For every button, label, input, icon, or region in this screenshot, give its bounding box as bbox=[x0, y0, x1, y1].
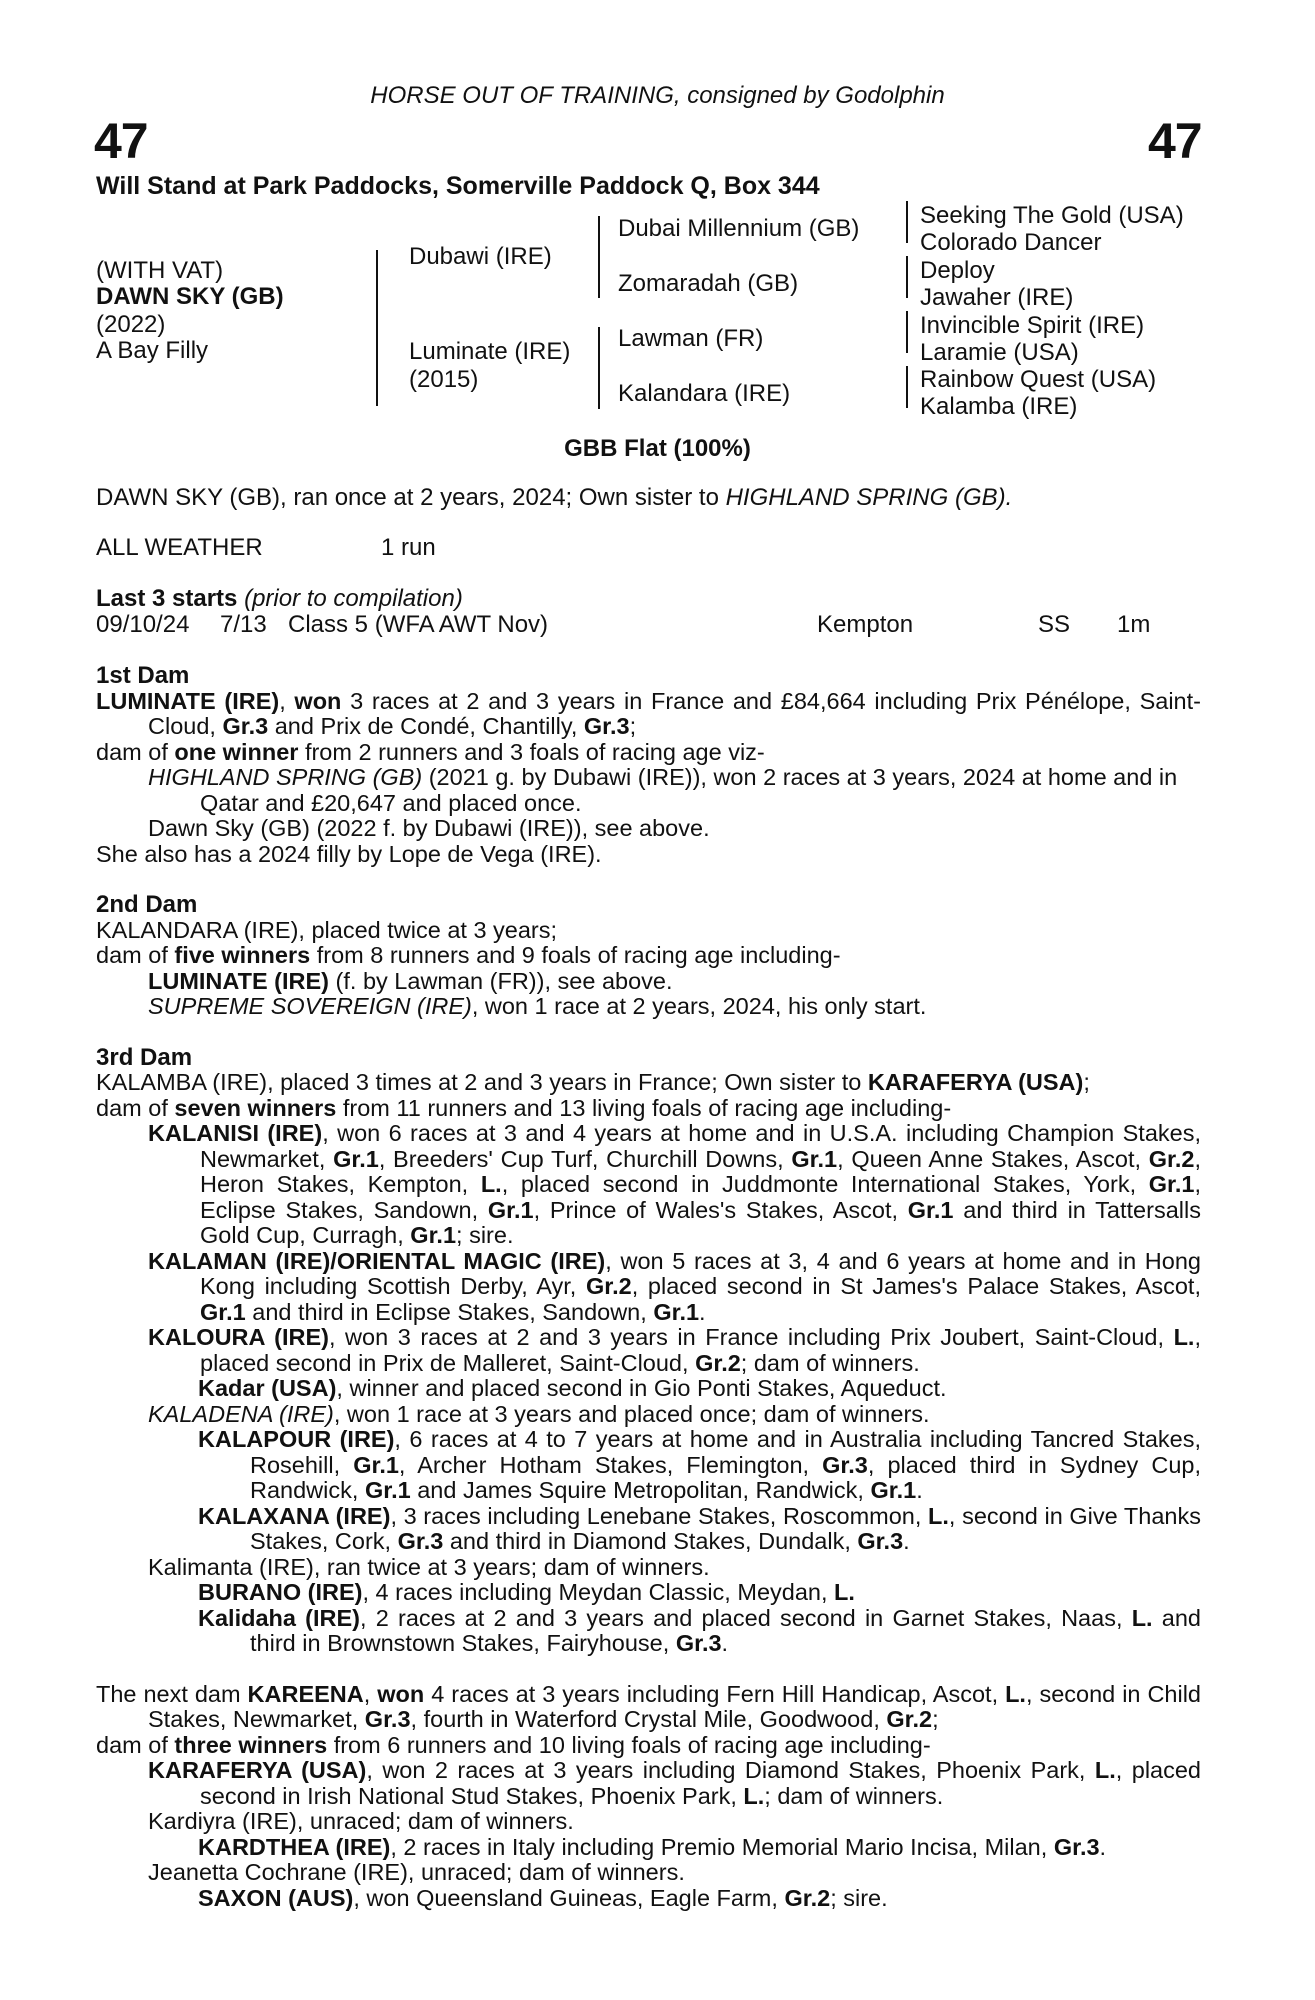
next-dam-record: The next dam KAREENA, won 4 races at 3 years including Fern Hill Handicap, Ascot, L., second in Child Stakes, Newmarket, Gr.3, fourth in Waterford Crystal Mile, Goodwood, Gr.2; bbox=[96, 1680, 1201, 1732]
race-going: SS bbox=[1038, 611, 1071, 638]
gbb-label: GBB Flat (100%) bbox=[564, 435, 751, 462]
pedigree-sss: Seeking The Gold (USA) bbox=[920, 202, 1184, 229]
pedigree-sdd: Jawaher (IRE) bbox=[920, 284, 1074, 311]
pedigree-dds: Rainbow Quest (USA) bbox=[920, 366, 1157, 393]
pedigree-ds: Lawman (FR) bbox=[618, 325, 764, 352]
progeny-kalanisi: KALANISI (IRE), won 6 races at 3 and 4 years at home and in U.S.A. including Champion Stakes, Newmarket, Gr.1, Breeders' Cup Turf, Churchill Downs, Gr.1, Queen Anne Stakes, Ascot, Gr.2, Heron Stakes, Kempton, L., placed second in Juddmonte International Stakes, York, Gr.1, Eclipse Stakes, Sandown, Gr.1, Prince of Wales's Stakes, Ascot, Gr.1 and third in Tattersalls Gold Cup, Curragh, Gr.1; sire. bbox=[148, 1120, 1201, 1248]
family-body bbox=[96, 663, 1201, 1911]
pedigree-ss: Dubai Millennium (GB) bbox=[618, 215, 860, 242]
progeny-burano: BURANO (IRE), 4 races including Meydan Classic, Meydan, L. bbox=[198, 1579, 855, 1605]
progeny-karaferya: KARAFERYA (USA), won 2 races at 3 years including Diamond Stakes, Phoenix Park, L., placed second in Irish National Stud Stakes, Phoenix Park, L.; dam of winners. bbox=[148, 1757, 1201, 1809]
pedigree-dam-year: (2015) bbox=[409, 366, 479, 393]
progeny-luminate: LUMINATE (IRE) (f. by Lawman (FR)), see above. bbox=[148, 967, 673, 994]
second-dam-record: KALANDARA (IRE), placed twice at 3 years; bbox=[96, 916, 558, 943]
third-dam-record: KALAMBA (IRE), placed 3 times at 2 and 3 years in France; Own sister to KARAFERYA (USA); bbox=[96, 1069, 1090, 1095]
pedigree-sds: Deploy bbox=[920, 257, 995, 284]
pedigree-dam: Luminate (IRE) bbox=[409, 338, 571, 365]
progeny-kalidaha: Kalidaha (IRE), 2 races at 2 and 3 years and placed second in Garnet Stakes, Naas, L. and third in Brownstown Stakes, Fairyhouse, Gr.3. bbox=[198, 1604, 1201, 1656]
progeny-jeanetta-cochrane: Jeanetta Cochrane (IRE), unraced; dam of winners. bbox=[148, 1859, 685, 1885]
lot-number-left: 47 bbox=[94, 113, 148, 169]
next-dam-produce-line: dam of three winners from 6 runners and 10 living foals of racing age including- bbox=[96, 1731, 931, 1758]
progeny-kardthea: KARDTHEA (IRE), 2 races in Italy including Premio Memorial Mario Incisa, Milan, Gr.3. bbox=[198, 1833, 1107, 1860]
progeny-kaladena: KALADENA (IRE), won 1 race at 3 years and placed once; dam of winners. bbox=[148, 1400, 930, 1427]
pedigree-brace-dam bbox=[598, 327, 600, 409]
progeny-supreme-sovereign: SUPREME SOVEREIGN (IRE), won 1 race at 2 years, 2024, his only start. bbox=[148, 993, 927, 1019]
progeny-kaloura: KALOURA (IRE), won 3 races at 2 and 3 years in France including Prix Joubert, Saint-Cloud, L., placed second in Prix de Malleret, Saint-Cloud, Gr.2; dam of winners. bbox=[148, 1324, 1201, 1376]
vat-label: (WITH VAT) bbox=[96, 257, 224, 284]
third-dam-produce-line: dam of seven winners from 11 runners and 13 living foals of racing age including- bbox=[96, 1094, 952, 1121]
stand-location: Will Stand at Park Paddocks, Somerville Paddock Q, Box 344 bbox=[96, 172, 820, 200]
race-position: 7/13 bbox=[220, 611, 267, 638]
horse-description: A Bay Filly bbox=[96, 337, 209, 364]
all-weather-label: ALL WEATHER bbox=[96, 534, 263, 561]
second-dam-produce-line: dam of five winners from 8 runners and 9 foals of racing age including- bbox=[96, 942, 841, 968]
pedigree-dss: Invincible Spirit (IRE) bbox=[920, 312, 1145, 339]
pedigree-brace-main bbox=[376, 250, 378, 406]
pedigree-dsd: Laramie (USA) bbox=[920, 339, 1079, 366]
all-weather-value: 1 run bbox=[381, 534, 436, 561]
pedigree-sd: Zomaradah (GB) bbox=[618, 270, 799, 297]
progeny-saxon: SAXON (AUS), won Queensland Guineas, Eagle Farm, Gr.2; sire. bbox=[198, 1884, 888, 1911]
pedigree-brace-dd bbox=[906, 366, 908, 408]
summary-line: DAWN SKY (GB), ran once at 2 years, 2024; Own sister to HIGHLAND SPRING (GB). bbox=[96, 484, 1013, 511]
pedigree-brace-sd bbox=[906, 256, 908, 298]
pedigree-sire: Dubawi (IRE) bbox=[409, 243, 552, 270]
second-dam-heading: 2nd Dam bbox=[96, 891, 198, 918]
progeny-dawn-sky: Dawn Sky (GB) (2022 f. by Dubawi (IRE)), see above. bbox=[148, 815, 710, 841]
race-date: 09/10/24 bbox=[96, 611, 190, 638]
progeny-kalapour: KALAPOUR (IRE), 6 races at 4 to 7 years at home and in Australia including Tancred Stakes, Rosehill, Gr.1, Archer Hotham Stakes, Flemington, Gr.3, placed third in Sydney Cup, Randwick, Gr.1 and James Squire Metropolitan, Randwick, Gr.1. bbox=[198, 1426, 1202, 1503]
first-dam-heading: 1st Dam bbox=[96, 662, 190, 689]
horse-name: DAWN SKY (GB) bbox=[96, 283, 284, 310]
page-header: HORSE OUT OF TRAINING, consigned by Godolphin bbox=[370, 82, 945, 109]
progeny-highland-spring: HIGHLAND SPRING (GB) (2021 g. by Dubawi (IRE)), won 2 races at 3 years, 2024 at home and in Qatar and £20,647 and placed once. bbox=[148, 764, 1178, 816]
first-dam-produce-line: dam of one winner from 2 runners and 3 foals of racing age viz- bbox=[96, 738, 765, 765]
last-starts-heading: Last 3 starts (prior to compilation) bbox=[96, 585, 463, 612]
pedigree-brace-ds bbox=[906, 311, 908, 353]
progeny-kardiyra: Kardiyra (IRE), unraced; dam of winners. bbox=[148, 1808, 574, 1834]
pedigree-ssd: Colorado Dancer bbox=[920, 229, 1102, 256]
pedigree-brace-sire bbox=[598, 216, 600, 298]
progeny-kalaxana: KALAXANA (IRE), 3 races including Lenebane Stakes, Roscommon, L., second in Give Thanks Stakes, Cork, Gr.3 and third in Diamond Stakes, Dundalk, Gr.3. bbox=[198, 1502, 1201, 1554]
pedigree-ddd: Kalamba (IRE) bbox=[920, 393, 1078, 420]
third-dam-heading: 3rd Dam bbox=[96, 1043, 193, 1071]
progeny-kalaman: KALAMAN (IRE)/ORIENTAL MAGIC (IRE), won 5 races at 3, 4 and 6 years at home and in Hong Kong including Scottish Derby, Ayr, Gr.2, placed second in St James's Palace Stakes, Ascot, Gr.1 and third in Eclipse Stakes, Sandown, Gr.1. bbox=[148, 1247, 1201, 1325]
progeny-kadar: Kadar (USA), winner and placed second in Gio Ponti Stakes, Aqueduct. bbox=[198, 1375, 947, 1401]
progeny-kalimanta: Kalimanta (IRE), ran twice at 3 years; dam of winners. bbox=[148, 1553, 710, 1580]
pedigree-brace-ss bbox=[906, 201, 908, 243]
lot-number-right: 47 bbox=[1148, 113, 1202, 169]
horse-year: (2022) bbox=[96, 311, 166, 338]
race-distance: 1m bbox=[1117, 611, 1151, 638]
pedigree-dd: Kalandara (IRE) bbox=[618, 380, 791, 407]
first-dam-also: She also has a 2024 filly by Lope de Vega (IRE). bbox=[96, 840, 602, 867]
race-course: Kempton bbox=[817, 611, 914, 638]
race-class: Class 5 (WFA AWT Nov) bbox=[288, 611, 549, 638]
first-dam-record: LUMINATE (IRE), won 3 races at 2 and 3 years in France and £84,664 including Prix Pénélope, Saint-Cloud, Gr.3 and Prix de Condé, Chantilly, Gr.3; bbox=[96, 687, 1201, 739]
